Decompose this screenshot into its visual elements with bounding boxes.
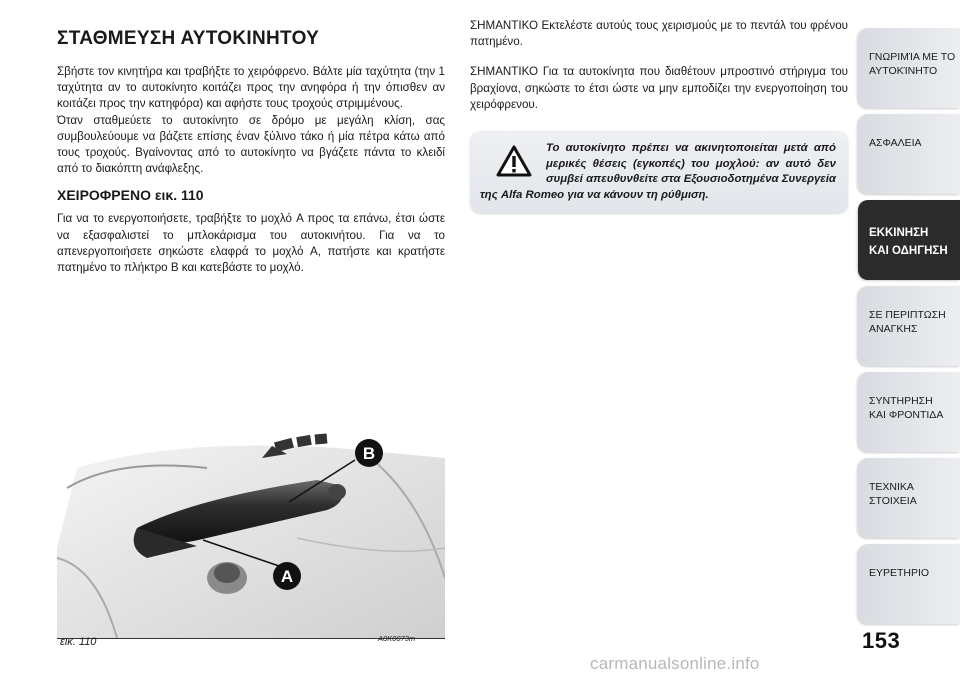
paragraph-parking-2: Όταν σταθμεύετε το αυτοκίνητο σε δρόμο με μεγάλη κλίση, σας συμβουλεύουμε να βάζετε επίσης έναν ξύλινο τάκο ή μία πέτρα κάτω από τους τροχούς. Βγαίνοντας από το αυτοκίνητο να βγάζετε πάντα το κλειδί από το διακόπτη ανάφλεξης.	[57, 113, 445, 176]
chapter-tabs	[858, 28, 960, 630]
important-note-2: ΣΗΜΑΝΤΙΚΟ Για τα αυτοκίνητα που διαθέτουν μπροστινό στήριγμα του βραχίονα, σηκώστε το έτσι ώστε να μην εμποδίζει την ενεργοποίηση του χειρόφρενου.	[470, 65, 848, 111]
section-title: ΣΤΑΘΜΕΥΣΗ ΑΥΤΟΚΙΝΗΤΟΥ	[57, 28, 320, 49]
tab-index[interactable]: ΕΥΡΕΤΗΡΙΟ	[858, 544, 960, 624]
handbrake-illustration	[57, 428, 445, 638]
tab-maintenance[interactable]: ΣΥΝΤΗΡΗΣΗ ΚΑΙ ΦΡΟΝΤΙΔΑ	[858, 372, 960, 452]
important-note-1: ΣΗΜΑΝΤΙΚΟ Εκτελέστε αυτούς τους χειρισμούς με το πεντάλ του φρένου πατημένο.	[470, 19, 848, 49]
handbrake-figure	[57, 428, 445, 639]
watermark: carmanualsonline.info	[590, 654, 760, 673]
tab-starting-and-driving[interactable]: ΕΚΚΙΝΗΣΗ ΚΑΙ ΟΔΗΓΗΣΗ	[858, 200, 960, 280]
left-column	[57, 28, 445, 276]
tab-getting-to-know[interactable]: ΓΝΩΡΙΜΊΑ ΜΕ ΤΟ ΑΥΤΟΚΊΝΗΤΟ	[858, 28, 960, 108]
warning-triangle-icon	[496, 145, 532, 177]
warning-text: Το αυτοκίνητο πρέπει να ακινητοποιείται μετά από μερικές θέσεις (εγκοπές) του μοχλού: αν αυτό δεν συμβεί απευθυνθείτε στα Εξουσιοδοτημένα Συνεργεία της Alfa Romeo για να κάνουν τη ρύθμιση.	[480, 142, 836, 201]
page-number: 153	[862, 628, 901, 653]
figure-caption: εικ. 110	[60, 636, 97, 648]
paragraph-handbrake: Για να το ενεργοποιήσετε, τραβήξτε το μοχλό A προς τα επάνω, έτσι ώστε να εξασφαλιστεί το μπλοκάρισμα του αυτοκινήτου. Για να το απενεργοποιήσετε σηκώστε ελαφρά το μοχλό A, πατήστε και κρατήστε πατημένο το πλήκτρο B και κατεβάστε το μοχλό.	[57, 212, 445, 275]
figure-code: A0K0073m	[378, 634, 416, 643]
tab-emergency[interactable]: ΣΕ ΠΕΡΙΠΤΩΣΗ ΑΝΑΓΚΗΣ	[858, 286, 960, 366]
subsection-title: ΧΕΙΡΟΦΡΕΝΟ εικ. 110	[57, 187, 204, 204]
tab-technical-data[interactable]: ΤΕΧΝΙΚΑ ΣΤΟΙΧΕΙΑ	[858, 458, 960, 538]
warning-box	[470, 131, 848, 213]
callout-a-label: A	[280, 567, 294, 586]
tab-safety[interactable]: ΑΣΦΑΛΕΙΑ	[858, 114, 960, 194]
paragraph-parking-1: Σβήστε τον κινητήρα και τραβήξτε το χειρόφρενο. Βάλτε μία ταχύτητα (την 1 ταχύτητα αν το αυτοκίνητο κοιτάζει προς την ανηφόρα ή την όπισθεν αν κοιτάζει προς την κατηφόρα) και αφήστε τους τροχούς στριμμένους.	[57, 65, 445, 111]
callout-b-label: B	[362, 444, 376, 463]
right-column	[470, 18, 848, 213]
